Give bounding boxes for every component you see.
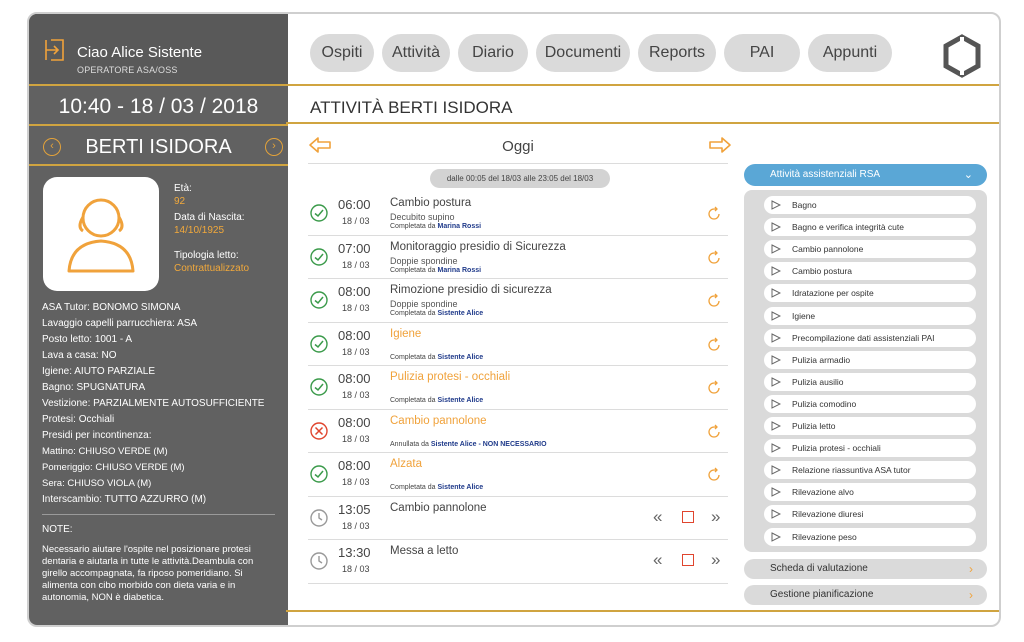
detail-line: Lava a casa: NO	[42, 350, 117, 361]
logout-icon[interactable]	[43, 36, 69, 64]
play-icon	[771, 421, 781, 431]
play-icon	[771, 399, 781, 409]
nav-reports[interactable]: Reports	[638, 34, 716, 72]
chevron-down-icon: ⌄	[963, 169, 973, 181]
activity-time: 08:00	[338, 371, 371, 386]
scheda-valutazione-button[interactable]	[744, 559, 987, 579]
activity-date: 18 / 03	[342, 346, 370, 357]
rsa-activity-label: Pulizia protesi - occhiali	[792, 443, 881, 454]
datetime: 10:40 - 18 / 03 / 2018	[29, 88, 288, 126]
rsa-activities-list	[744, 190, 987, 552]
next-guest-button[interactable]: ›	[265, 138, 283, 156]
rsa-activity-item[interactable]	[764, 218, 976, 236]
advance-icon[interactable]: »	[711, 506, 721, 526]
rsa-activity-item[interactable]	[764, 483, 976, 501]
repeat-icon[interactable]	[706, 250, 722, 266]
bar-label: Scheda di valutazione	[770, 563, 868, 574]
bar-label: Gestione pianificazione	[770, 589, 874, 600]
top-nav	[288, 14, 1001, 86]
activity-name: Cambio pannolone	[390, 414, 487, 427]
completed-check-icon	[310, 378, 328, 396]
nav-attivita[interactable]: Attività	[382, 34, 450, 72]
activity-name: Cambio pannolone	[390, 501, 487, 514]
guest-selector	[29, 128, 288, 166]
activity-date: 18 / 03	[342, 477, 370, 487]
chevron-right-icon: ›	[969, 562, 973, 576]
rsa-activities-dropdown[interactable]	[744, 164, 987, 186]
repeat-icon[interactable]	[706, 206, 722, 222]
activity-time: 13:05	[338, 501, 371, 517]
play-icon	[771, 311, 781, 321]
play-icon	[771, 200, 781, 210]
completed-check-icon	[310, 465, 328, 483]
play-icon	[771, 465, 781, 475]
play-icon	[771, 443, 781, 453]
nav-documenti[interactable]: Documenti	[536, 34, 630, 72]
rsa-activity-label: Pulizia comodino	[792, 398, 857, 409]
user-box	[29, 14, 288, 86]
next-day-arrow-icon[interactable]	[708, 136, 732, 154]
detail-line: Vestizione: PARZIALMENTE AUTOSUFFICIENTE	[42, 398, 265, 409]
activity-date: 18 / 03	[342, 564, 370, 574]
activity-desc: Doppie spondine	[390, 255, 458, 266]
play-icon	[771, 222, 781, 232]
activity-row[interactable]	[308, 410, 728, 454]
user-role: OPERATORE ASA/OSS	[77, 65, 178, 75]
detail-line: Igiene: AIUTO PARZIALE	[42, 366, 156, 377]
play-icon	[771, 377, 781, 387]
activity-list	[308, 192, 728, 584]
detail-line: Interscambio: TUTTO AZZURRO (M)	[42, 494, 207, 505]
rsa-activity-item[interactable]	[764, 461, 976, 479]
activity-name: Alzata	[390, 458, 422, 470]
advance-icon[interactable]: »	[711, 550, 721, 569]
detail-line: Posto letto: 1001 - A	[42, 334, 133, 345]
completed-check-icon	[310, 248, 328, 266]
play-icon	[771, 288, 781, 298]
page-title: ATTIVITÀ BERTI ISIDORA	[310, 98, 513, 117]
day-label: Oggi	[502, 138, 534, 155]
activity-time: 07:00	[338, 240, 371, 256]
rsa-activity-label: Rilevazione alvo	[792, 487, 854, 498]
rsa-activity-item[interactable]	[764, 262, 976, 280]
rsa-activity-item[interactable]	[764, 284, 976, 302]
activity-meta: Completata da Sistente Alice	[390, 397, 484, 404]
detail-line: Bagno: SPUGNATURA	[42, 382, 146, 393]
activity-time: 06:00	[338, 197, 371, 212]
bed-type-value: Contrattualizzato	[174, 263, 250, 274]
activity-meta: Completata da Marina Rossi	[390, 223, 482, 230]
activity-name: Pulizia protesi - occhiali	[390, 371, 511, 383]
activity-date: 18 / 03	[342, 390, 370, 400]
activity-row[interactable]	[308, 323, 728, 367]
rsa-activity-item[interactable]	[764, 373, 976, 391]
rsa-activity-label: Bagno	[792, 200, 817, 210]
rsa-activity-item[interactable]	[764, 528, 976, 546]
birth-label: Data di Nascita:	[174, 212, 245, 223]
rsa-activity-item[interactable]	[764, 196, 976, 214]
activity-row[interactable]	[308, 236, 728, 280]
repeat-icon[interactable]	[706, 293, 722, 309]
activity-date: 18 / 03	[342, 433, 370, 444]
play-icon	[771, 355, 781, 365]
divider	[308, 163, 728, 164]
guest-name: BERTI ISIDORA	[85, 136, 232, 158]
rsa-activity-label: Rilevazione peso	[792, 531, 857, 542]
person-icon	[43, 177, 159, 291]
detail-line: Sera: CHIUSO VIOLA (M)	[42, 478, 152, 489]
nav-appunti[interactable]: Appunti	[808, 34, 892, 72]
play-icon	[771, 244, 781, 254]
activity-controls	[653, 507, 733, 529]
rsa-activity-label: Cambio postura	[792, 266, 853, 277]
rsa-activity-item[interactable]	[764, 351, 976, 369]
rsa-activity-item[interactable]	[764, 307, 976, 325]
nav-diario[interactable]: Diario	[458, 34, 528, 72]
rsa-activity-label: Pulizia armadio	[792, 354, 851, 365]
activity-name: Monitoraggio presidio di Sicurezza	[390, 240, 566, 253]
divider	[286, 610, 999, 612]
activity-time: 08:00	[338, 414, 371, 430]
rsa-activity-label: Pulizia ausilio	[792, 376, 844, 387]
activity-row[interactable]	[308, 279, 728, 323]
rsa-activity-item[interactable]	[764, 395, 976, 413]
notes-text: Necessario aiutare l'ospite nel posizionare protesi dentaria e aiutarla in tutte le attività.Deambula con girello accompagnata, fa riposo pomeridiano. Si alimenta con cibo morbido con dieta varia e in autonomia, NON è diabetica.	[42, 544, 254, 603]
nav-ospiti[interactable]: Ospiti	[310, 34, 374, 72]
activity-name: Igiene	[390, 327, 422, 340]
clock-icon	[310, 509, 328, 527]
prev-guest-button[interactable]: ‹	[43, 138, 61, 156]
rsa-activity-label: Idratazione per ospite	[792, 288, 874, 299]
activity-date: 18 / 03	[342, 216, 370, 226]
cancelled-x-icon	[310, 422, 328, 440]
activity-name: Cambio postura	[390, 197, 472, 209]
completed-check-icon	[310, 335, 328, 353]
activity-name: Rimozione presidio di sicurezza	[390, 284, 552, 296]
rsa-activity-item[interactable]	[764, 240, 976, 258]
detail-line: ASA Tutor: BONOMO SIMONA	[42, 302, 181, 313]
rsa-activity-item[interactable]	[764, 329, 976, 347]
chevron-right-icon: ›	[969, 588, 973, 602]
nav-pai[interactable]: PAI	[724, 34, 800, 72]
rsa-activity-label: Igiene	[792, 310, 816, 321]
repeat-icon[interactable]	[706, 337, 722, 353]
rsa-activity-item[interactable]	[764, 417, 976, 435]
complete-checkbox[interactable]	[682, 511, 694, 523]
postpone-icon[interactable]: «	[653, 506, 663, 526]
rsa-activity-label: Pulizia letto	[792, 421, 836, 431]
completed-check-icon	[310, 204, 328, 222]
activity-time: 08:00	[338, 327, 371, 343]
rsa-activity-label: Bagno e verifica integrità cute	[792, 222, 904, 233]
activity-date: 18 / 03	[342, 303, 370, 313]
detail-line: Mattino: CHIUSO VERDE (M)	[42, 446, 168, 457]
postpone-icon[interactable]: «	[653, 550, 663, 569]
play-icon	[771, 532, 781, 542]
completed-check-icon	[310, 291, 328, 309]
clock-icon	[310, 552, 328, 570]
activity-meta: Annullata da Sistente Alice - NON NECESSARIO	[390, 440, 547, 448]
play-icon	[771, 333, 781, 343]
activity-meta: Completata da Marina Rossi	[390, 266, 482, 274]
rsa-activity-label: Relazione riassuntiva ASA tutor	[792, 465, 911, 476]
activity-row[interactable]	[308, 497, 728, 541]
detail-line: Pomeriggio: CHIUSO VERDE (M)	[42, 462, 185, 473]
activity-desc: Decubito supino	[390, 212, 455, 222]
divider	[286, 122, 999, 124]
bed-type-label: Tipologia letto:	[174, 250, 239, 261]
guest-details	[42, 300, 282, 508]
time-range-pill: dalle 00:05 del 18/03 alle 23:05 del 18/03	[430, 169, 610, 188]
rsa-activity-label: Precompilazione dati assistenziali PAI	[792, 332, 935, 343]
gestione-pianificazione-button[interactable]	[744, 585, 987, 605]
activity-date: 18 / 03	[342, 259, 370, 270]
activity-time: 13:30	[338, 545, 371, 560]
app-logo	[940, 34, 984, 78]
play-icon	[771, 487, 781, 497]
detail-line: Lavaggio capelli parrucchiera: ASA	[42, 318, 198, 329]
dropdown-label: Attività assistenziali RSA	[770, 169, 881, 180]
activity-row[interactable]	[308, 540, 728, 584]
repeat-icon[interactable]	[706, 467, 722, 483]
age-label: Età:	[174, 183, 192, 194]
activity-controls	[653, 550, 733, 572]
activity-desc: Doppie spondine	[390, 299, 458, 309]
activity-date: 18 / 03	[342, 520, 370, 531]
prev-day-arrow-icon[interactable]	[308, 136, 332, 154]
notes-divider	[42, 514, 275, 515]
activity-time: 08:00	[338, 458, 371, 473]
rsa-activity-label: Cambio pannolone	[792, 244, 864, 255]
activity-row[interactable]	[308, 192, 728, 236]
rsa-activity-item[interactable]	[764, 439, 976, 457]
play-icon	[771, 266, 781, 276]
guest-info	[174, 182, 249, 278]
activity-row[interactable]	[308, 453, 728, 497]
repeat-icon[interactable]	[706, 380, 722, 396]
activity-meta: Completata da Sistente Alice	[390, 310, 484, 317]
rsa-activity-label: Rilevazione diuresi	[792, 509, 864, 520]
notes-title: NOTE:	[42, 524, 73, 535]
rsa-activity-item[interactable]	[764, 505, 976, 523]
sidebar	[29, 14, 288, 625]
activity-meta: Completata da Sistente Alice	[390, 353, 484, 361]
play-icon	[771, 509, 781, 519]
activity-time: 08:00	[338, 284, 371, 299]
avatar	[43, 177, 159, 291]
detail-line: Presidi per incontinenza:	[42, 430, 152, 441]
activity-meta: Completata da Sistente Alice	[390, 484, 484, 491]
repeat-icon[interactable]	[706, 424, 722, 440]
user-greeting: Ciao Alice Sistente	[77, 44, 203, 61]
complete-checkbox[interactable]	[682, 554, 694, 566]
activity-name: Messa a letto	[390, 545, 459, 557]
activity-row[interactable]	[308, 366, 728, 410]
age-value: 92	[174, 196, 186, 207]
detail-line: Protesi: Occhiali	[42, 414, 115, 425]
birth-value: 14/10/1925	[174, 225, 225, 236]
